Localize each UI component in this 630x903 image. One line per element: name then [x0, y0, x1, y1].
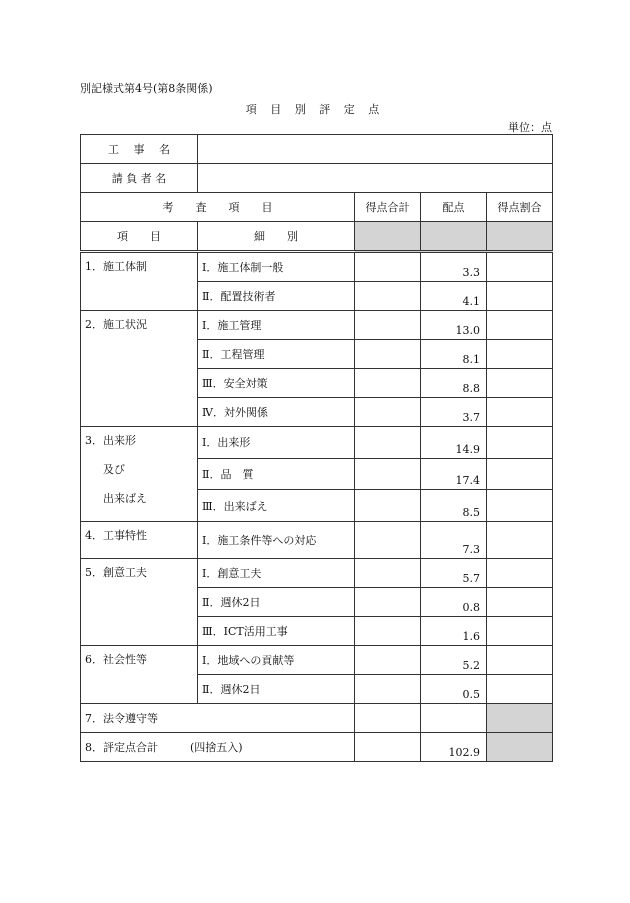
detail-label: Ⅱ．工程管理 — [198, 340, 355, 369]
score-total-cell[interactable] — [355, 588, 421, 617]
score-ratio-cell[interactable] — [487, 617, 553, 646]
form-number-label: 別記様式第4号(第8条関係) — [80, 82, 213, 95]
score-total-cell[interactable] — [355, 646, 421, 675]
score-total-header: 得点合計 — [355, 193, 421, 222]
table-row — [81, 559, 553, 588]
allocation-header: 配点 — [421, 193, 487, 222]
total-cell — [81, 733, 355, 762]
score-total-cell[interactable] — [355, 490, 421, 522]
category-label: 3．出来形 — [85, 434, 136, 447]
shaded-cell — [421, 222, 487, 252]
category-cell — [81, 311, 198, 427]
score-total-cell[interactable] — [355, 340, 421, 369]
project-name-label: 工 事 名 — [81, 135, 198, 164]
total-label: 8．評定点合計 — [85, 741, 158, 754]
detail-header: 細 別 — [198, 222, 355, 252]
detail-label: Ⅲ．ICT活用工事 — [198, 617, 355, 646]
detail-label: Ⅱ．品 質 — [198, 458, 355, 490]
score-total-cell[interactable] — [355, 282, 421, 311]
category-label-continued: 出来ばえ — [103, 492, 147, 505]
allocation-value: 7.3 — [421, 522, 487, 559]
rounding-note: (四捨五入) — [190, 741, 243, 754]
allocation-value: 8.5 — [421, 490, 487, 522]
detail-label: Ⅰ．出来形 — [198, 427, 355, 459]
score-ratio-cell[interactable] — [487, 559, 553, 588]
allocation-value: 0.8 — [421, 588, 487, 617]
category-cell — [81, 522, 198, 559]
score-ratio-cell[interactable] — [487, 398, 553, 427]
category-label: 4．工事特性 — [85, 529, 147, 542]
score-total-cell[interactable] — [355, 458, 421, 490]
allocation-value: 8.8 — [421, 369, 487, 398]
score-ratio-cell[interactable] — [487, 427, 553, 459]
score-total-cell[interactable] — [355, 427, 421, 459]
score-ratio-cell[interactable] — [487, 340, 553, 369]
detail-label: Ⅲ．安全対策 — [198, 369, 355, 398]
category-label: 2．施工状況 — [85, 318, 147, 331]
allocation-value: 14.9 — [421, 427, 487, 459]
category-cell — [81, 252, 198, 311]
evaluation-table — [80, 134, 553, 762]
compliance-label: 7．法令遵守等 — [81, 704, 355, 733]
allocation-value: 5.7 — [421, 559, 487, 588]
score-total-cell[interactable] — [355, 704, 421, 733]
allocation-cell — [421, 704, 487, 733]
score-total-cell[interactable] — [355, 522, 421, 559]
document-title: 項 目 別 評 定 点 — [245, 103, 385, 116]
detail-label: Ⅰ．地域への貢献等 — [198, 646, 355, 675]
project-name-field[interactable] — [198, 135, 553, 164]
table-row — [81, 646, 553, 675]
detail-label: Ⅱ．配置技術者 — [198, 282, 355, 311]
score-ratio-cell[interactable] — [487, 282, 553, 311]
detail-label: Ⅰ．施工条件等への対応 — [198, 522, 355, 559]
allocation-value: 5.2 — [421, 646, 487, 675]
unit-label: 単位：点 — [508, 121, 552, 134]
allocation-value: 0.5 — [421, 675, 487, 704]
contractor-name-label: 請 負 者 名 — [81, 164, 198, 193]
score-ratio-cell[interactable] — [487, 646, 553, 675]
table-row — [81, 427, 553, 459]
shaded-cell — [487, 733, 553, 762]
table-row — [81, 733, 553, 762]
detail-label: Ⅱ．週休2日 — [198, 675, 355, 704]
category-label-continued: 及び — [103, 463, 125, 476]
score-ratio-cell[interactable] — [487, 369, 553, 398]
allocation-value: 1.6 — [421, 617, 487, 646]
review-items-header: 考 査 項 目 — [81, 193, 355, 222]
allocation-value: 17.4 — [421, 458, 487, 490]
score-ratio-cell[interactable] — [487, 522, 553, 559]
detail-label: Ⅰ．創意工夫 — [198, 559, 355, 588]
allocation-value: 13.0 — [421, 311, 487, 340]
table-row — [81, 252, 553, 282]
allocation-value: 3.7 — [421, 398, 487, 427]
score-total-cell[interactable] — [355, 733, 421, 762]
score-ratio-cell[interactable] — [487, 458, 553, 490]
detail-label: Ⅱ．週休2日 — [198, 588, 355, 617]
score-total-cell[interactable] — [355, 369, 421, 398]
allocation-value: 3.3 — [421, 252, 487, 282]
shaded-cell — [487, 704, 553, 733]
table-row — [81, 311, 553, 340]
detail-label: Ⅲ．出来ばえ — [198, 490, 355, 522]
score-ratio-cell[interactable] — [487, 490, 553, 522]
allocation-value: 8.1 — [421, 340, 487, 369]
shaded-cell — [487, 222, 553, 252]
category-label: 1．施工体制 — [85, 260, 147, 273]
score-ratio-cell[interactable] — [487, 588, 553, 617]
category-cell — [81, 427, 198, 522]
category-cell — [81, 646, 198, 704]
contractor-name-field[interactable] — [198, 164, 553, 193]
score-total-cell[interactable] — [355, 675, 421, 704]
table-row — [81, 704, 553, 733]
category-cell — [81, 559, 198, 646]
shaded-cell — [355, 222, 421, 252]
score-ratio-cell[interactable] — [487, 252, 553, 282]
score-ratio-cell[interactable] — [487, 675, 553, 704]
detail-label: Ⅳ．対外関係 — [198, 398, 355, 427]
allocation-value: 4.1 — [421, 282, 487, 311]
table-row — [81, 522, 553, 559]
detail-label: Ⅰ．施工体制一般 — [198, 252, 355, 282]
score-ratio-cell[interactable] — [487, 311, 553, 340]
score-total-cell[interactable] — [355, 311, 421, 340]
score-total-cell[interactable] — [355, 559, 421, 588]
total-allocation-value: 102.9 — [421, 733, 487, 762]
item-header: 項 目 — [81, 222, 198, 252]
score-total-cell[interactable] — [355, 398, 421, 427]
detail-label: Ⅰ．施工管理 — [198, 311, 355, 340]
score-ratio-header: 得点割合 — [487, 193, 553, 222]
category-label: 5．創意工夫 — [85, 566, 147, 579]
category-label: 6．社会性等 — [85, 653, 147, 666]
score-total-cell[interactable] — [355, 617, 421, 646]
score-total-cell[interactable] — [355, 252, 421, 282]
